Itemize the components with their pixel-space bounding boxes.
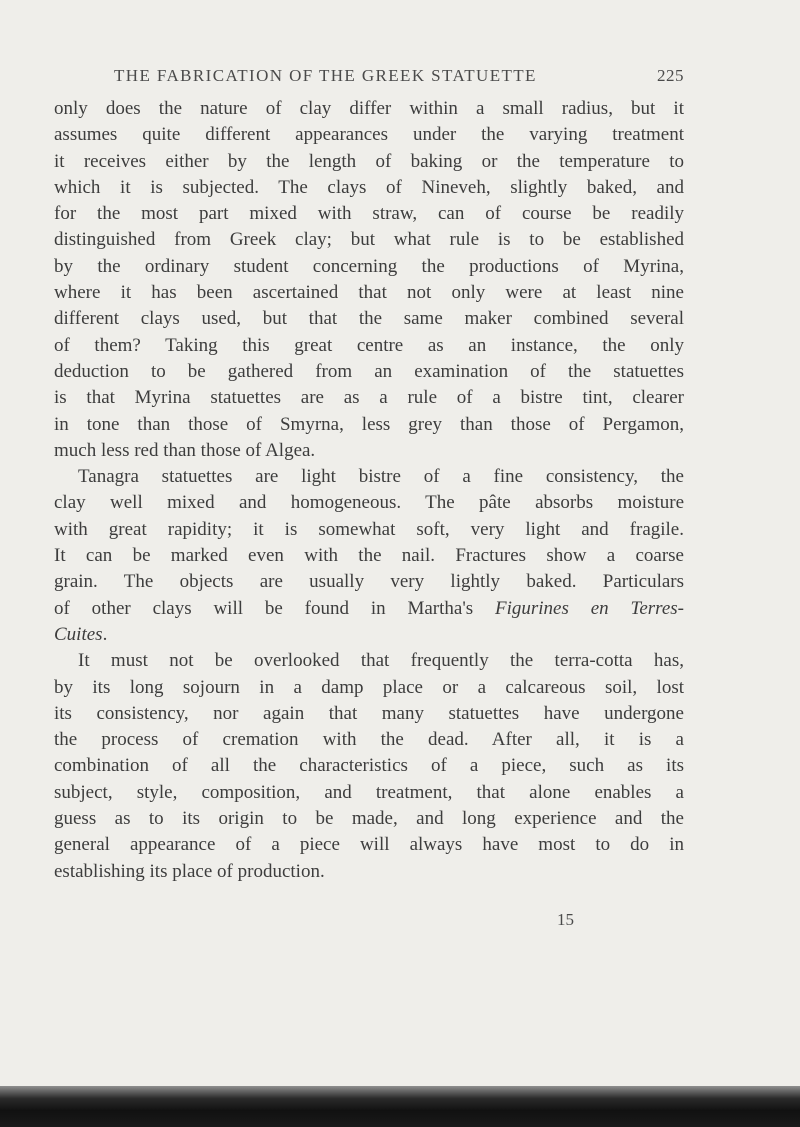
text-line: general appearance of a piece will always have most to do in: [54, 834, 684, 856]
paragraph-1: [54, 96, 684, 464]
page-number: 225: [657, 66, 684, 85]
text-line: it receives either by the length of baking or the temperature to: [54, 150, 684, 172]
text-line: assumes quite different appearances under the varying treatment: [54, 124, 684, 146]
text-line: by its long sojourn in a damp place or a calcareous soil, lost: [54, 676, 684, 698]
text-line: for the most part mixed with straw, can of course be readily: [54, 203, 684, 225]
text-line: It must not be overlooked that frequently the terra-cotta has,: [78, 650, 684, 672]
text-line: much less red than those of Algea.: [54, 439, 316, 461]
book-title-continued: Cuites: [54, 623, 103, 645]
scan-edge-shadow: [0, 1086, 800, 1127]
text-line: It can be marked even with the nail. Fractures show a coarse: [54, 545, 684, 567]
text-line: with great rapidity; it is somewhat soft, very light and fragile.: [54, 518, 684, 540]
text-line: clay well mixed and homogeneous. The pâte absorbs moisture: [54, 492, 684, 514]
text-line: deduction to be gathered from an examination of the statuettes: [54, 360, 684, 382]
running-head: [114, 66, 684, 86]
paragraph-2: [54, 464, 684, 648]
text-line: of them? Taking this great centre as an instance, the only: [54, 334, 684, 356]
text-line: [54, 622, 684, 648]
text-line: distinguished from Greek clay; but what rule is to be established: [54, 229, 684, 251]
text-line: is that Myrina statuettes are as a rule of a bistre tint, clearer: [54, 387, 684, 409]
text-line-with-title: [54, 596, 684, 622]
body-text: [54, 96, 684, 885]
book-title: Figurines en Terres-: [495, 597, 685, 619]
text-line: Tanagra statuettes are light bistre of a fine consistency, the: [78, 466, 684, 488]
text-line: the process of cremation with the dead. After all, it is a: [54, 729, 684, 751]
text-line: grain. The objects are usually very lightly baked. Particulars: [54, 571, 684, 593]
text-line: where it has been ascertained that not only were at least nine: [54, 282, 684, 304]
text-line: guess as to its origin to be made, and long experience and the: [54, 808, 684, 830]
text-line: only does the nature of clay differ within a small radius, but it: [54, 98, 684, 119]
text-line: in tone than those of Smyrna, less grey than those of Pergamon,: [54, 413, 684, 435]
text-line: subject, style, composition, and treatment, that alone enables a: [54, 781, 684, 803]
text-line: different clays used, but that the same maker combined several: [54, 308, 684, 330]
paragraph-3: [54, 648, 684, 885]
text-line: combination of all the characteristics of a piece, such as its: [54, 755, 684, 777]
period: .: [102, 623, 108, 645]
text-line: establishing its place of production.: [54, 860, 325, 882]
running-title: THE FABRICATION OF THE GREEK STATUETTE: [114, 66, 537, 85]
text-line: its consistency, nor again that many statuettes have undergone: [54, 702, 684, 724]
signature-mark: 15: [557, 910, 574, 929]
text-run: of other clays will be found in Martha's: [54, 597, 474, 619]
text-line: which it is subjected. The clays of Nineveh, slightly baked, and: [54, 176, 684, 198]
text-line: by the ordinary student concerning the productions of Myrina,: [54, 255, 684, 277]
